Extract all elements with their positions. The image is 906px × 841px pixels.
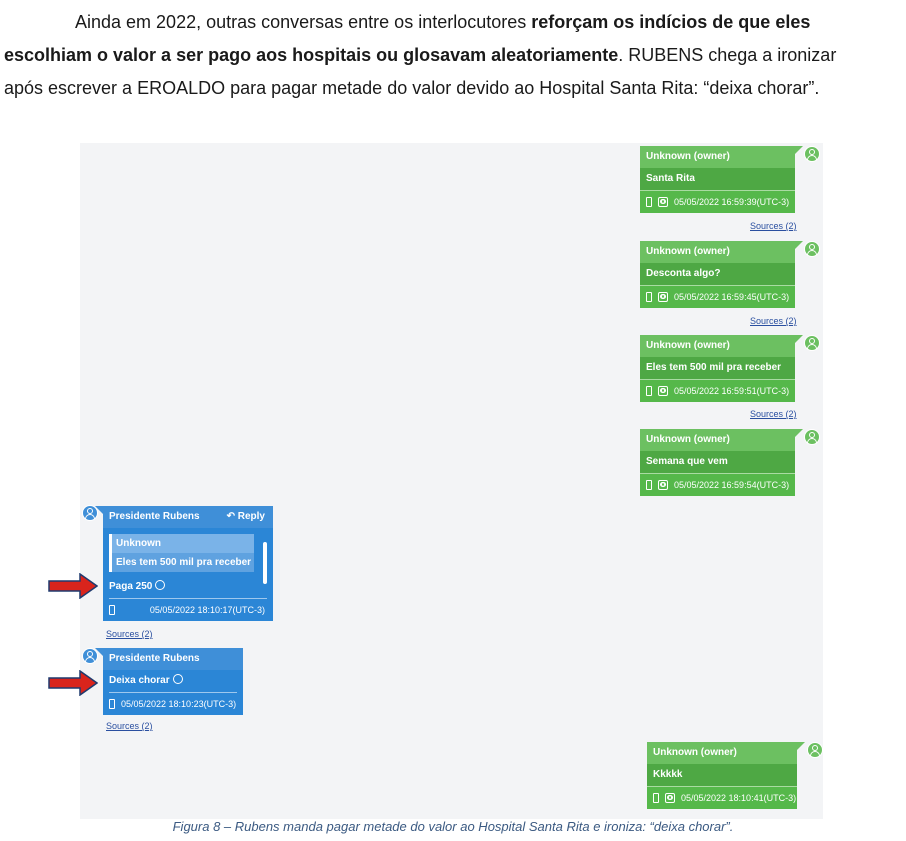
quote-scrollbar[interactable] — [263, 542, 267, 584]
message-text-value: Deixa chorar — [109, 675, 170, 686]
message-text: Kkkkk — [647, 764, 797, 786]
message-sender: Unknown (owner) — [647, 742, 797, 764]
bubble-notch — [793, 241, 803, 251]
body-paragraph — [0, 6, 906, 105]
message-sender: Unknown (owner) — [640, 146, 795, 168]
message-sender: Presidente Rubens — [103, 648, 243, 670]
message-text: Santa Rita — [640, 168, 795, 190]
reply-icon: ↶ — [226, 511, 238, 522]
paragraph-text: Ainda em 2022, outras conversas entre os interlocutores — [75, 12, 532, 32]
phone-icon — [646, 480, 652, 490]
phone-icon — [646, 386, 652, 396]
red-arrow-icon — [48, 573, 98, 599]
message-bubble-outgoing[interactable] — [640, 241, 795, 308]
message-footer — [103, 599, 273, 621]
paragraph-line-3 — [0, 72, 906, 105]
contacts-icon — [658, 480, 668, 490]
quoted-message[interactable] — [109, 534, 254, 572]
contacts-icon — [658, 386, 668, 396]
quote-text: Eles tem 500 mil pra receber — [112, 553, 254, 572]
bubble-notch — [795, 742, 805, 752]
sources-link[interactable]: Sources (2) — [750, 316, 797, 326]
contacts-icon — [658, 292, 668, 302]
quote-sender: Unknown — [116, 538, 161, 549]
paragraph-bold-text: reforçam os indícios de que eles — [531, 12, 811, 32]
message-footer — [103, 693, 243, 715]
phone-icon — [109, 605, 115, 615]
sources-link[interactable]: Sources (2) — [750, 409, 797, 419]
message-text — [103, 670, 243, 692]
phone-icon — [646, 292, 652, 302]
message-footer — [640, 473, 795, 496]
message-sender: Unknown (owner) — [640, 335, 795, 357]
chat-screenshot — [80, 143, 823, 819]
smile-emoji-icon — [155, 580, 165, 590]
paragraph-text: após escrever a EROALDO para pagar metade do valor devido ao Hospital Santa Rita: “deixa chorar”. — [4, 78, 820, 98]
message-footer — [640, 190, 795, 213]
contacts-icon — [658, 197, 668, 207]
contacts-icon — [665, 793, 675, 803]
paragraph-line-2 — [0, 39, 906, 72]
paragraph-bold-text: escolhiam o valor a ser pago aos hospitais ou glosavam aleatoriamente — [4, 45, 619, 65]
sender-name: Presidente Rubens — [109, 511, 200, 522]
phone-icon — [646, 197, 652, 207]
owner-avatar — [804, 429, 820, 445]
red-arrow-icon — [48, 670, 98, 696]
paragraph-text: . RUBENS chega a ironizar — [618, 45, 837, 65]
bubble-notch — [793, 429, 803, 439]
reply-button[interactable] — [227, 506, 265, 528]
bubble-notch — [95, 648, 105, 658]
message-sender: Unknown (owner) — [640, 429, 795, 451]
message-sender — [103, 506, 273, 528]
sources-link[interactable]: Sources (2) — [750, 221, 797, 231]
bubble-notch — [793, 335, 803, 345]
message-timestamp: 05/05/2022 18:10:23(UTC-3) — [121, 699, 237, 709]
message-footer — [640, 285, 795, 308]
message-timestamp: 05/05/2022 16:59:51(UTC-3) — [674, 386, 790, 396]
message-footer — [647, 786, 797, 809]
message-bubble-outgoing[interactable] — [640, 146, 795, 213]
message-timestamp: 05/05/2022 16:59:45(UTC-3) — [674, 292, 790, 302]
bubble-notch — [793, 146, 803, 156]
owner-avatar — [807, 742, 823, 758]
message-bubble-incoming[interactable] — [103, 506, 273, 621]
owner-avatar — [804, 241, 820, 257]
phone-icon — [109, 699, 115, 709]
paragraph-line-1 — [0, 6, 906, 39]
message-bubble-outgoing[interactable] — [640, 335, 795, 402]
message-timestamp: 05/05/2022 18:10:41(UTC-3) — [681, 793, 797, 803]
owner-avatar — [804, 335, 820, 351]
figure-caption: Figura 8 – Rubens manda pagar metade do valor ao Hospital Santa Rita e ironiza: “deixa chorar”. — [172, 819, 734, 834]
chat-gap — [640, 503, 823, 743]
message-bubble-outgoing[interactable] — [647, 742, 797, 809]
message-text: Desconta algo? — [640, 263, 795, 285]
message-timestamp: 05/05/2022 18:10:17(UTC-3) — [149, 605, 265, 615]
message-timestamp: 05/05/2022 16:59:54(UTC-3) — [674, 480, 790, 490]
sources-link[interactable]: Sources (2) — [106, 721, 153, 731]
message-text-value: Paga 250 — [109, 581, 153, 592]
smile-emoji-icon — [173, 674, 183, 684]
message-bubble-incoming[interactable] — [103, 648, 243, 714]
message-footer — [640, 379, 795, 402]
message-timestamp: 05/05/2022 16:59:39(UTC-3) — [674, 197, 790, 207]
sources-link[interactable]: Sources (2) — [106, 629, 153, 639]
owner-avatar — [804, 146, 820, 162]
message-bubble-outgoing[interactable] — [640, 429, 795, 496]
phone-icon — [653, 793, 659, 803]
message-text: Eles tem 500 mil pra receber — [640, 357, 795, 379]
message-sender: Unknown (owner) — [640, 241, 795, 263]
reply-label: Reply — [237, 511, 265, 522]
message-text: Semana que vem — [640, 451, 795, 473]
message-text — [103, 576, 273, 598]
